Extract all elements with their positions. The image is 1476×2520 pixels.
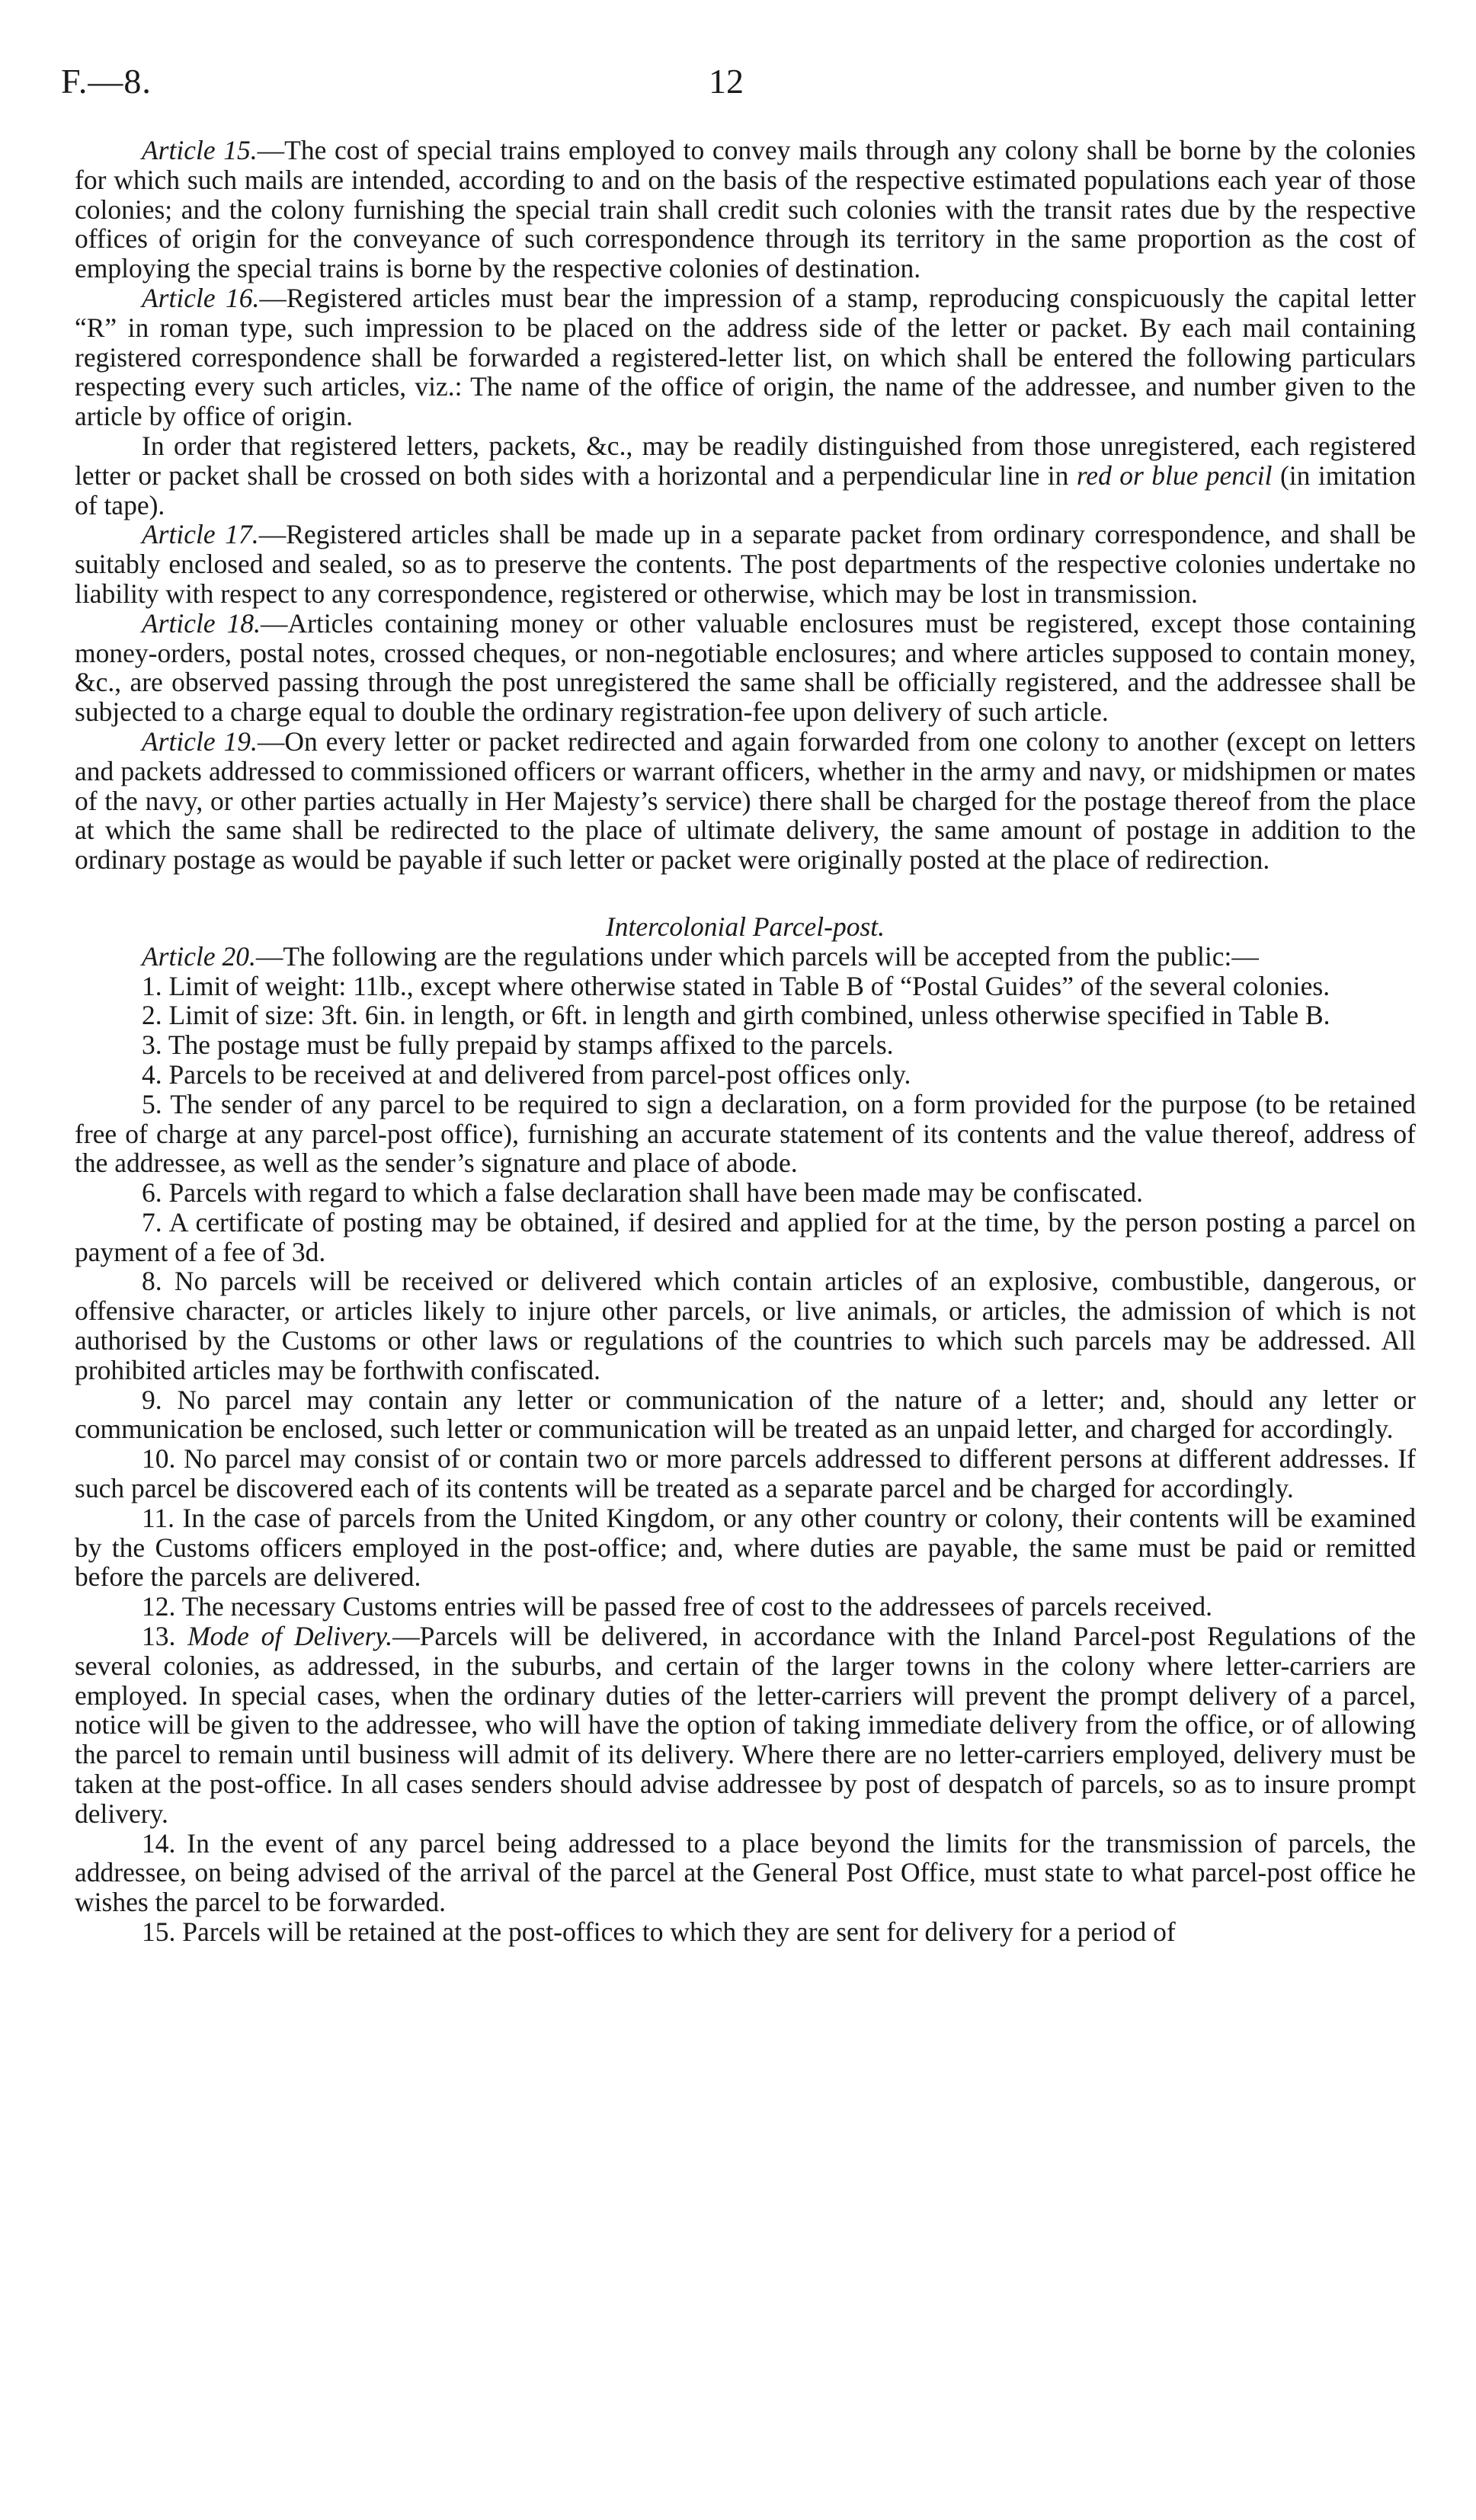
- registered-crossing-paragraph: [75, 431, 1416, 520]
- regulation-item: 7. A certificate of posting may be obtained, if desired and applied for at the time, by the person posting a parcel on payment of a fee of 3d.: [75, 1206, 1416, 1267]
- section-heading: Intercolonial Parcel-post.: [605, 911, 885, 942]
- item-text: —Parcels will be delivered, in accordance with the Inland Parcel-post Regulations of the several colonies, as addressed, in the suburbs, and certain of the larger towns in the colony where letter-carriers are employed. In special cases, when the ordinary duties of the letter-carriers will prevent the prompt delivery of a parcel, notice will be given to the addressee, who will have the option of taking immediate delivery from the office, or of allowing the parcel to remain until business will admit of its delivery. Where there are no letter-carriers employed, delivery must be taken at the post-office. In all cases senders should advise addressee by post of despatch of parcels, so as to insure prompt delivery.: [75, 1621, 1417, 1829]
- article-label: Article 18.: [142, 607, 261, 639]
- article-18: [75, 609, 1416, 727]
- page-number: 12: [709, 62, 744, 101]
- regulation-item: 11. In the case of parcels from the United Kingdom, or any other country or colony, their contents will be examined by the Customs officers employed in the post-office; and, where duties are payable, the same must be paid or remitted before the parcels are delivered.: [75, 1502, 1416, 1593]
- regulation-item: 1. Limit of weight: 11lb., except where otherwise stated in Table B of “Postal Guides” of the several colonies.: [142, 970, 1330, 1001]
- article-text: —On every letter or packet redirected and again forwarded from one colony to another (except on letters and packets addressed to commissioned officers or warrant officers, whether in the army and navy, or midshipmen or mates of the navy, or other parties actually in Her Majesty’s service) there shall be charged for the postage thereof from the place at which the same shall be redirected to the place of ultimate delivery, the same amount of postage in addition to the ordinary postage as would be payable if such letter or packet were originally posted at the place of redirection.: [75, 725, 1416, 876]
- article-label: Article 16.: [142, 282, 260, 313]
- paragraph-text: (in imitation of tape).: [75, 459, 1417, 520]
- paragraph-text: In order that registered letters, packets, &c., may be readily distinguished from those unregistered, each registered letter or packet shall be crossed on both sides with a horizontal and a perpendicular line in: [75, 430, 1416, 491]
- article-label: Article 15.: [142, 135, 258, 165]
- article-text: —Articles containing money or other valuable enclosures must be registered, except those containing money-orders, postal notes, crossed cheques, or non-negotiable enclosures; and where articles supposed to contain money, &c., are observed passing through the post unregistered the same shall be officially registered, and the addressee shall be subjected to a charge equal to double the ordinary registration-fee upon delivery of such article.: [75, 607, 1416, 728]
- article-text: —The cost of special trains employed to convey mails through any colony shall be borne by the colonies for which such mails are intended, according to and on the basis of the respective estimated populations each year of those colonies; and the colony furnishing the special train shall credit such colonies with the transit rates due by the respective offices of origin for the conveyance of such correspondence through its territory in the same proportion as the cost of employing the special trains is borne by the respective colonies of destination.: [75, 135, 1416, 284]
- article-text: —The following are the regulations under which parcels will be accepted from the public:—: [255, 940, 1259, 972]
- article-17: [75, 520, 1416, 608]
- article-label: Article 20.: [142, 940, 256, 972]
- regulation-item: 14. In the event of any parcel being addressed to a place beyond the limits for the transmission of parcels, the addressee, on being advised of the arrival of the parcel at the General Post Office, must state to what parcel-post office he wishes the parcel to be forwarded.: [75, 1827, 1416, 1918]
- regulation-item-13: [75, 1622, 1416, 1829]
- regulation-item: 15. Parcels will be retained at the post-offices to which they are sent for delivery for a period of: [142, 1916, 1176, 1948]
- regulation-item: 9. No parcel may contain any letter or communication of the nature of a letter; and, should any letter or communication be enclosed, such letter or communication will be treated as an unpaid letter, and charged for accordingly.: [75, 1384, 1416, 1445]
- regulation-item: 2. Limit of size: 3ft. 6in. in length, or 6ft. in length and girth combined, unless otherwise specified in Table B.: [142, 1000, 1330, 1031]
- item-number: 13.: [142, 1621, 176, 1652]
- regulation-item: 8. No parcels will be received or delivered which contain articles of an explosive, combustible, dangerous, or offensive character, or articles likely to injure other parcels, or live animals, or articles, the admission of which is not authorised by the Customs or other laws or regulations of the countries to which such parcels may be addressed. All prohibited articles may be forthwith confiscated.: [75, 1266, 1416, 1385]
- article-text: —Registered articles must bear the impression of a stamp, reproducing conspicuously the capital letter “R” in roman type, such impression to be placed on the address side of the letter or packet. By each mail containing registered correspondence shall be forwarded a registered-letter list, on which shall be entered the following particulars respecting every such articles, viz.: The name of the office of origin, the name of the addressee, and number given to the article by office of origin.: [75, 282, 1416, 432]
- regulation-item: 6. Parcels with regard to which a false declaration shall have been made may be confiscated.: [142, 1177, 1143, 1209]
- article-label: Article 19.: [142, 725, 258, 757]
- article-15: [75, 136, 1416, 283]
- regulation-item: 4. Parcels to be received at and delivered from parcel-post offices only.: [142, 1058, 911, 1090]
- regulation-item: 12. The necessary Customs entries will be passed free of cost to the addressees of parcels received.: [142, 1591, 1213, 1622]
- paragraph-italic-text: red or blue pencil: [1076, 459, 1273, 491]
- item-label: Mode of Delivery.: [187, 1621, 393, 1652]
- regulation-item: 3. The postage must be fully prepaid by stamps affixed to the parcels.: [142, 1029, 894, 1061]
- article-16: [75, 283, 1416, 431]
- article-label: Article 17.: [142, 519, 259, 550]
- regulation-item: 5. The sender of any parcel to be required to sign a declaration, on a form provided for the purpose (to be retained free of charge at any parcel-post office), furnishing an accurate statement of its contents and the value thereof, address of the addressee, as well as the sender’s signature and place of abode.: [75, 1088, 1416, 1179]
- article-text: —Registered articles shall be made up in a separate packet from ordinary correspondence, and shall be suitably enclosed and sealed, so as to preserve the contents. The post departments of the respective colonies undertake no liability with respect to any correspondence, registered or otherwise, which may be lost in transmission.: [75, 519, 1416, 609]
- article-20: [75, 942, 1416, 972]
- document-code: F.—8.: [61, 62, 152, 101]
- document-body: [75, 136, 1416, 1947]
- page-header: [0, 53, 1476, 107]
- article-19: [75, 727, 1416, 875]
- regulation-item: 10. No parcel may consist of or contain two or more parcels addressed to different persons at different addresses. If such parcel be discovered each of its contents will be treated as a separate parcel and be charged for accordingly.: [75, 1443, 1416, 1504]
